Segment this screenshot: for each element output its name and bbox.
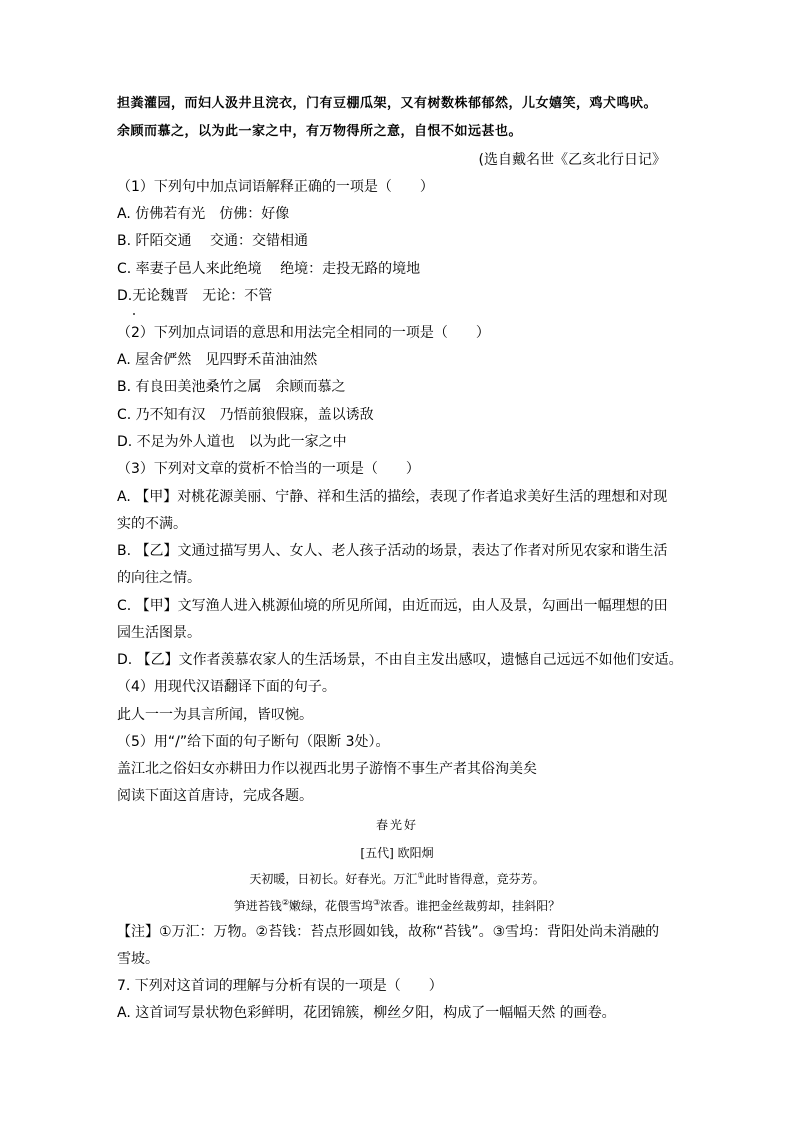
poem-line-2-text-a: 笋迸苔钱 (233, 899, 282, 913)
q1-stem: （1）下列句中加点词语解释正确的一项是（ ） (117, 179, 434, 195)
q2-option-a: A. 屋舍俨然 见四野禾苗油油然 (117, 352, 318, 368)
poem-line-2-text-b: 嫩绿，花偎雪坞 (288, 899, 373, 913)
poem-line-2 (0, 897, 794, 915)
q1-option-a: A. 仿佛若有光 仿佛：好像 (117, 206, 290, 222)
reading-intro: 阅读下面这首唐诗，完成各题。 (117, 788, 313, 804)
note-line-1: 【注】①万汇：万物。②苔钱：苔点形圆如钱，故称“苔钱”。③雪坞：背阳处尚未消融的 (117, 924, 660, 940)
q3-option-c-line2: 园生活图景。 (117, 625, 201, 641)
poem-line-1-text-a: 天初暖，日初长。好春光。万汇 (249, 872, 418, 886)
footnote-marker: ③ (373, 898, 381, 907)
poem-line-1 (0, 870, 794, 888)
footnote-marker: ① (417, 871, 425, 880)
q3-stem: （3）下列对文章的赏析不恰当的一项是（ ） (117, 461, 420, 477)
q1-option-d: D.无论魏晋 无论：不管 (117, 288, 273, 304)
q3-option-b-line1: B. 【乙】文通过描写男人、女人、老人孩子活动的场景，表达了作者对所见农家和谐生活 (117, 543, 668, 559)
q2-stem: （2）下列加点词语的意思和用法完全相同的一项是（ ） (117, 325, 490, 341)
passage-source: (选自戴名世《乙亥北行日记》 (478, 152, 666, 168)
poem-line-1-text-b: 此时皆得意，竞芬芳。 (424, 872, 545, 886)
q2-option-c: C. 乃不知有汉 乃悟前狼假寐，盖以诱敌 (117, 407, 374, 423)
poem-author: [五代] 欧阳炯 (360, 846, 434, 860)
q1-option-b: B. 阡陌交通 交通：交错相通 (117, 233, 308, 249)
poem-title: 春光好 (375, 818, 418, 832)
q3-option-c-line1: C. 【甲】文写渔人进入桃源仙境的所见所闻，由近而远，由人及景，勾画出一幅理想的田 (117, 598, 668, 614)
footnote-marker: ② (281, 898, 289, 907)
q3-option-a-line2: 实的不满。 (117, 516, 187, 532)
emphasis-dot (133, 313, 135, 315)
q5-stem: （5）用“/”给下面的句子断句（限断 3处）。 (117, 734, 390, 750)
q7-stem: 7. 下列对这首词的理解与分析有误的一项是（ ） (117, 978, 443, 994)
q4-stem: （4）用现代汉语翻译下面的句子。 (117, 679, 336, 695)
q3-option-b-line2: 的向往之情。 (117, 570, 201, 586)
q4-sentence: 此人一一为具言所闻，皆叹惋。 (117, 707, 313, 723)
q3-option-a-line1: A. 【甲】对桃花源美丽、宁静、祥和生活的描绘，表现了作者追求美好生活的理想和对现 (117, 489, 668, 505)
q2-option-d: D. 不足为外人道也 以为此一家之中 (117, 434, 347, 450)
q3-option-d: D. 【乙】文作者羡慕农家人的生活场景，不由自主发出感叹，遗憾自己远远不如他们安适。 (117, 652, 683, 668)
q7-option-a: A. 这首词写景状物色彩鲜明，花团锦簇，柳丝夕阳，构成了一幅幅天然 的画卷。 (117, 1005, 616, 1021)
q1-option-c: C. 率妻子邑人来此绝境 绝境：走投无路的境地 (117, 261, 421, 277)
q5-sentence: 盖江北之俗妇女亦耕田力作以视西北男子游惰不事生产者其俗洵美矣 (117, 761, 537, 777)
q2-option-b: B. 有良田美池桑竹之属 余顾而慕之 (117, 379, 346, 395)
passage-line-2: 余顾而慕之，以为此一家之中，有万物得所之意，自恨不如远甚也。 (117, 124, 523, 139)
passage-line-1: 担粪灌园，而妇人汲井且浣衣，门有豆棚瓜架，又有树数株郁郁然，儿女嬉笑，鸡犬鸣吠。 (117, 96, 658, 111)
note-line-2: 雪坡。 (117, 951, 159, 967)
poem-line-2-text-c: 浓香。谁把金丝裁剪却，挂斜阳？ (380, 899, 561, 913)
